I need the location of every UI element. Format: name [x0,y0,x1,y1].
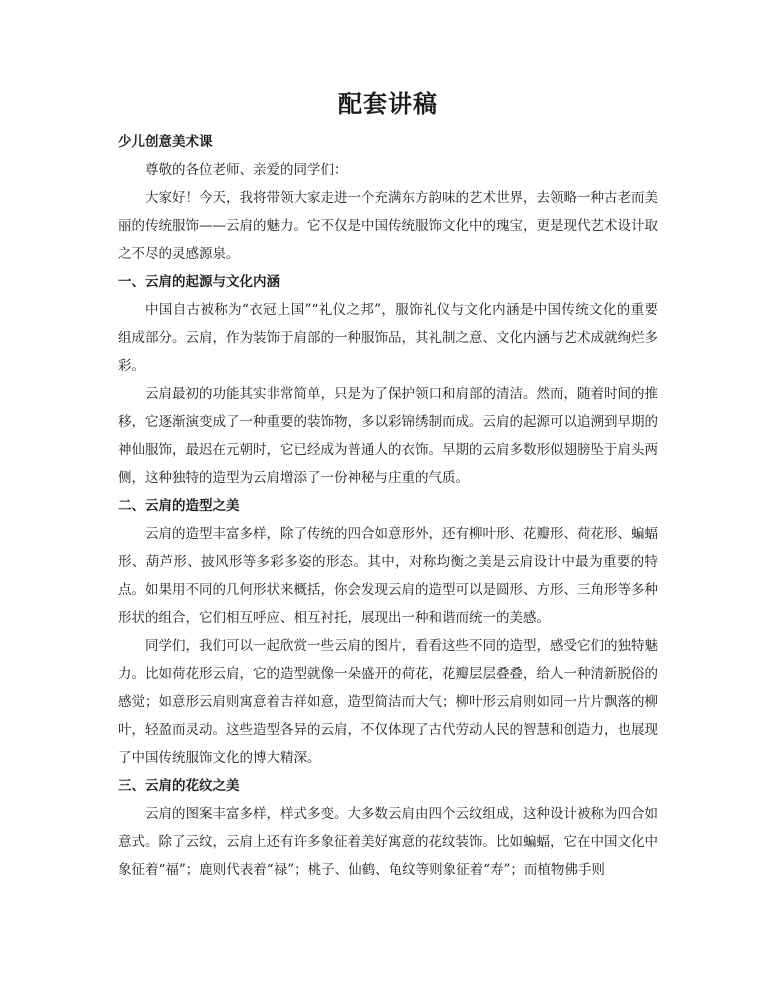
page-title: 配套讲稿 [338,89,438,118]
section-shape [118,492,658,772]
section-paragraph: 同学们，我们可以一起欣赏一些云肩的图片，看看这些不同的造型，感受它们的独特魅力。比如荷花形云肩，它的造型就像一朵盛开的荷花，花瓣层层叠叠，给人一种清新脱俗的感觉；如意形云肩则寓意着吉祥如意，造型简洁而大气；柳叶形云肩则如同一片片飘落的柳叶，轻盈而灵动。这些造型各异的云肩，不仅体现了古代劳动人民的智慧和创造力，也展现了中国传统服饰文化的博大精深。 [118,638,658,766]
greeting-line: 尊敬的各位老师、亲爱的同学们： [145,162,348,178]
section-origin [118,268,658,492]
intro-paragraph: 大家好！今天，我将带领大家走进一个充满东方韵味的艺术世界，去领略一种古老而美丽的传统服饰——云肩的魅力。它不仅是中国传统服饰文化中的瑰宝，更是现代艺术设计取之不尽的灵感源泉。 [118,190,658,262]
section-paragraph: 云肩最初的功能其实非常简单，只是为了保护领口和肩部的清洁。然而，随着时间的推移，它逐渐演变成了一种重要的装饰物，多以彩锦绣制而成。云肩的起源可以追溯到早期的神仙服饰，最迟在元朝时，它已经成为普通人的衣饰。早期的云肩多数形似翅膀坠于肩头两侧，这种独特的造型为云肩增添了一份神秘与庄重的气质。 [118,386,658,486]
section-paragraph: 中国自古被称为“衣冠上国”“礼仪之邦”，服饰礼仪与文化内涵是中国传统文化的重要组成部分。云肩，作为装饰于肩部的一种服饰品，其礼制之意、文化内涵与艺术成就绚烂多彩。 [118,302,658,374]
document-page [118,86,658,884]
section-heading: 二、云肩的造型之美 [118,498,240,514]
section-pattern [118,772,658,884]
section-paragraph: 云肩的造型丰富多样，除了传统的四合如意形外，还有柳叶形、花瓣形、荷花形、蝙蝠形、葫芦形、披风形等多彩多姿的形态。其中，对称均衡之美是云肩设计中最为重要的特点。如果用不同的几何形状来概括，你会发现云肩的造型可以是圆形、方形、三角形等多种形状的组合，它们相互呼应、相互衬托，展现出一种和谐而统一的美感。 [118,526,658,626]
section-heading: 三、云肩的花纹之美 [118,778,240,794]
course-subtitle: 少儿创意美术课 [118,134,213,150]
section-heading: 一、云肩的起源与文化内涵 [118,274,280,290]
section-paragraph: 云肩的图案丰富多样，样式多变。大多数云肩由四个云纹组成，这种设计被称为四合如意式。除了云纹，云肩上还有许多象征着美好寓意的花纹装饰。比如蝙蝠，它在中国文化中象征着“福”；鹿则代表着“禄”；桃子、仙鹤、龟纹等则象征着“寿”；而植物佛手则 [118,806,658,878]
